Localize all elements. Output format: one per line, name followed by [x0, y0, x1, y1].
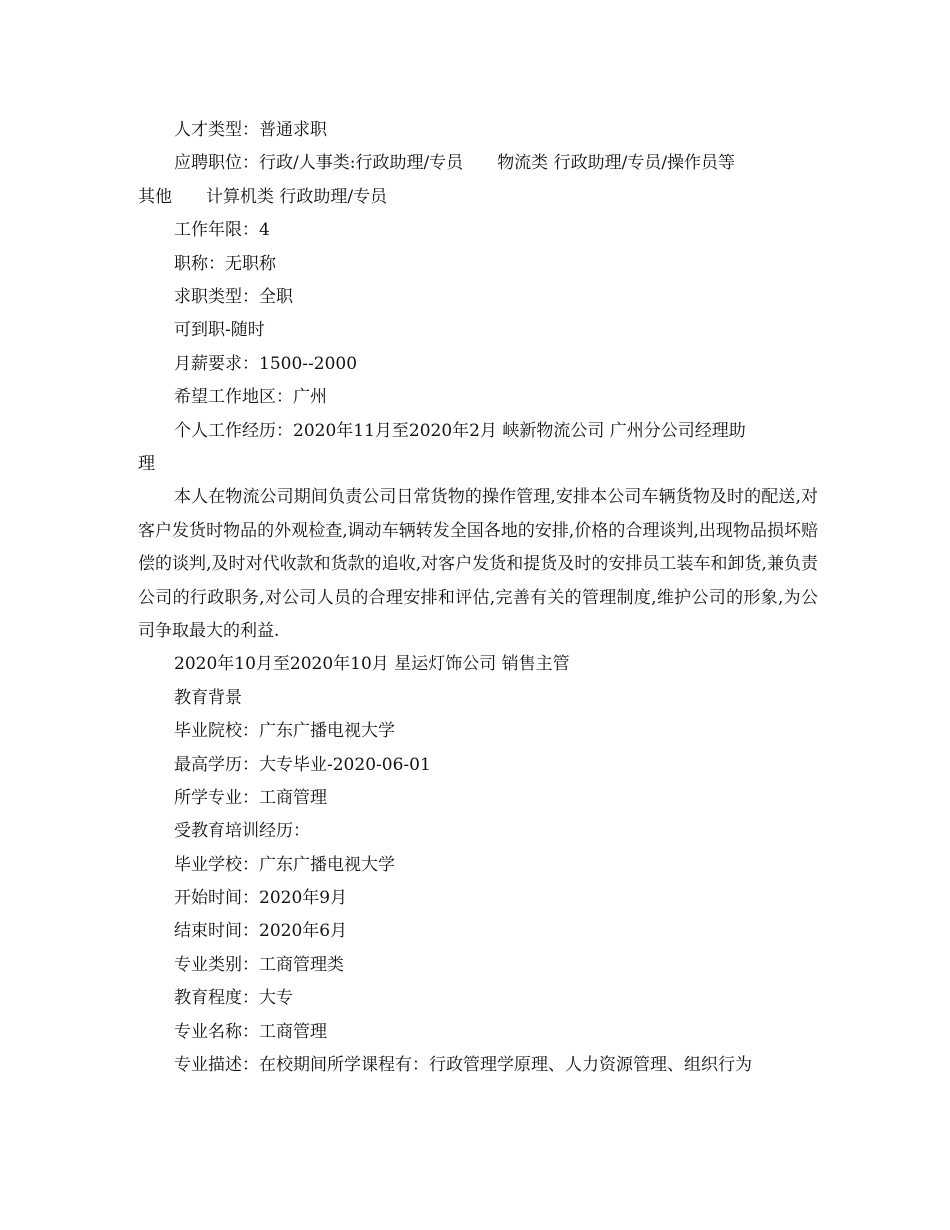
work-experience-1-wrap: 理 [138, 453, 155, 474]
preferred-location: 希望工作地区：广州 [174, 387, 327, 408]
job-type: 求职类型：全职 [174, 286, 293, 307]
work-description: 本人在物流公司期间负责公司日常货物的操作管理,安排本公司车辆货物及时的配送,对客户发货时物品的外观检查,调动车辆转发全国各地的安排,价格的合理谈判,出现物品损坏赔偿的谈判,及时对代收款和货款的追收,对客户发货和提货及时的安排员工装车和卸货,兼负责公司的行政职务,对公司人员的合理安排和评估,完善有关的管理制度,维护公司的形象,为公司争取最大的利益. [138, 487, 818, 641]
job-title: 职称：无职称 [174, 253, 276, 274]
position-line-2 [138, 181, 818, 214]
position-other: 其他 [138, 186, 172, 207]
resume-document [138, 114, 818, 1082]
position-line-1 [138, 147, 818, 180]
availability: 可到职-随时 [174, 320, 265, 341]
graduate-school: 毕业院校：广东广播电视大学 [174, 721, 395, 742]
major-name: 专业名称：工商管理 [174, 1021, 327, 1042]
end-time: 结束时间：2020年6月 [174, 921, 348, 942]
work-experience-2: 2020年10月至2020年10月 星运灯饰公司 销售主管 [174, 654, 570, 675]
highest-degree: 最高学历：大专毕业-2020-06-01 [174, 754, 431, 775]
salary-requirement: 月薪要求：1500--2000 [174, 353, 358, 374]
training-school: 毕业学校：广东广播电视大学 [174, 854, 395, 875]
major-category: 专业类别：工商管理类 [174, 954, 344, 975]
education-level: 教育程度：大专 [174, 988, 293, 1009]
talent-type: 人才类型：普通求职 [174, 120, 327, 140]
work-experience-1: 个人工作经历：2020年11月至2020年2月 峡新物流公司 广州分公司经理助 [174, 420, 746, 441]
major-description: 专业描述：在校期间所学课程有：行政管理学原理、人力资源管理、组织行为 [174, 1055, 752, 1076]
education-heading: 教育背景 [174, 687, 242, 708]
start-time: 开始时间：2020年9月 [174, 888, 348, 909]
position-computer: 计算机类 行政助理/专员 [206, 186, 388, 207]
work-years: 工作年限：4 [174, 220, 270, 241]
training-heading: 受教育培训经历： [174, 821, 310, 842]
position-logistics: 物流类 行政助理/专员/操作员等 [497, 153, 736, 174]
position-primary: 应聘职位：行政/人事类:行政助理/专员 [174, 153, 464, 174]
major: 所学专业：工商管理 [174, 787, 327, 808]
